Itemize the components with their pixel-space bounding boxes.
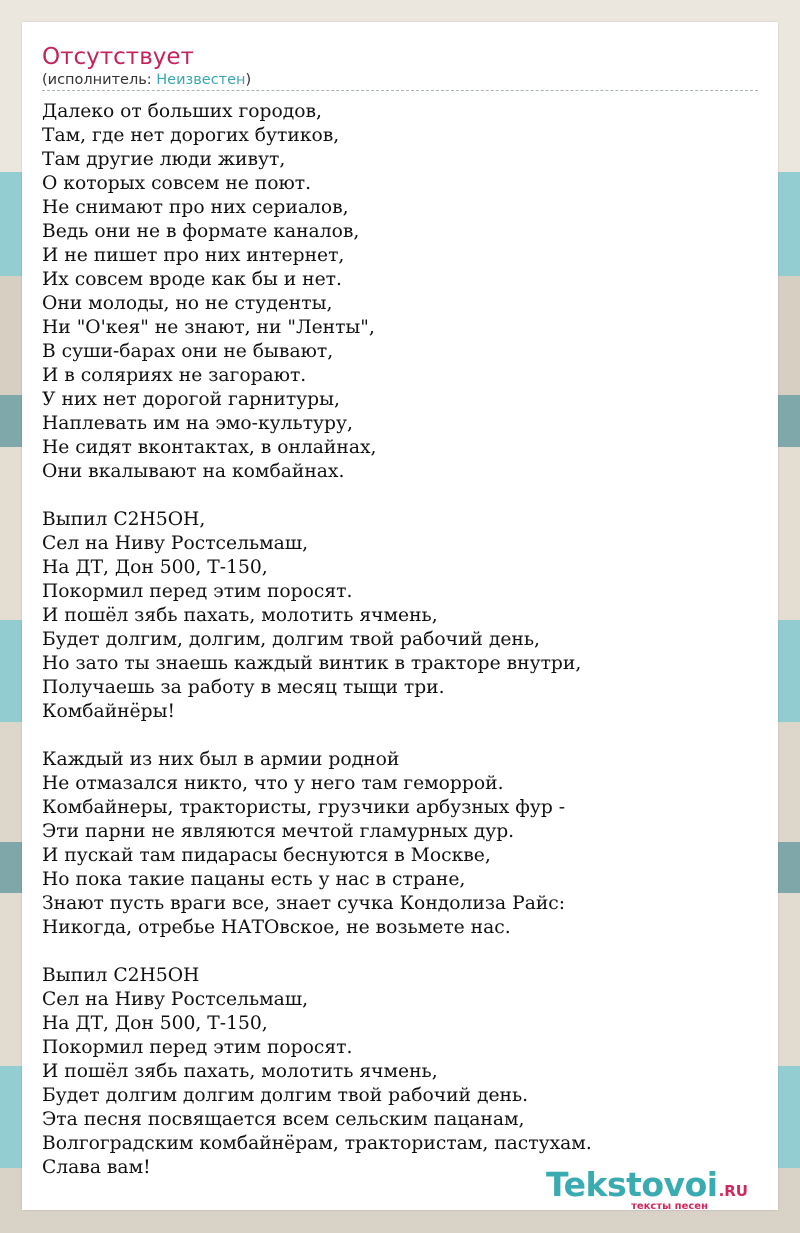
artist-label: (исполнитель:: [42, 72, 157, 88]
logo-tagline: тексты песен: [631, 1201, 708, 1212]
site-logo[interactable]: [546, 1165, 748, 1212]
divider: [42, 90, 758, 91]
song-title: Отсутствует: [42, 44, 194, 70]
artist-line: [42, 70, 251, 90]
logo-main: Tekstovoi: [546, 1165, 718, 1204]
lyrics-card: [22, 22, 778, 1210]
artist-link[interactable]: Неизвестен: [156, 72, 246, 88]
artist-close: ): [245, 72, 252, 88]
logo-tld: .RU: [718, 1182, 748, 1200]
lyrics-text: Далеко от больших городов, Там, где нет дорогих бутиков, Там другие люди живут, О которых совсем не поют. Не снимают про них сериалов, Ведь они не в формате каналов, И не пишет про них интернет, Их совсем вроде как бы и нет. Они молоды, но не студенты, Ни "О'кея" не знают, ни "Ленты", В суши-барах они не бывают, И в соляриях не загорают. У них нет дорогой гарнитуры, Наплевать им на эмо-культуру, Не сидят вконтактах, в онлайнах, Они вкалывают на комбайнах. Выпил С2Н5ОН, Сел на Ниву Ростсельмаш, На ДТ, Дон 500, Т-150, Покормил перед этим поросят. И пошёл зябь пахать, молотить ячмень, Будет долгим, долгим, долгим твой рабочий день, Но зато ты знаешь каждый винтик в тракторе внутри, Получаешь за работу в месяц тыщи три. Комбайнёры! Каждый из них был в армии родной Не отмазался никто, что у него там геморрой. Комбайнеры, трактористы, грузчики арбузных фур - Эти парни не являются мечтой гламурных дур. И пускай там пидарасы беснуются в Москве, Но пока такие пацаны есть у нас в стране, Знают пусть враги все, знает сучка Кондолиза Райс: Никогда, отребье НАТОвское, не возьмете нас. Выпил С2Н5ОН Сел на Ниву Ростсельмаш, На ДТ, Дон 500, Т-150, Покормил перед этим поросят. И пошёл зябь пахать, молотить ячмень, Будет долгим долгим долгим твой рабочий день. Эта песня посвящается всем сельским пацанам, Волгоградским комбайнёрам, трактористам, пастухам. Слава вам!: [42, 101, 592, 1178]
